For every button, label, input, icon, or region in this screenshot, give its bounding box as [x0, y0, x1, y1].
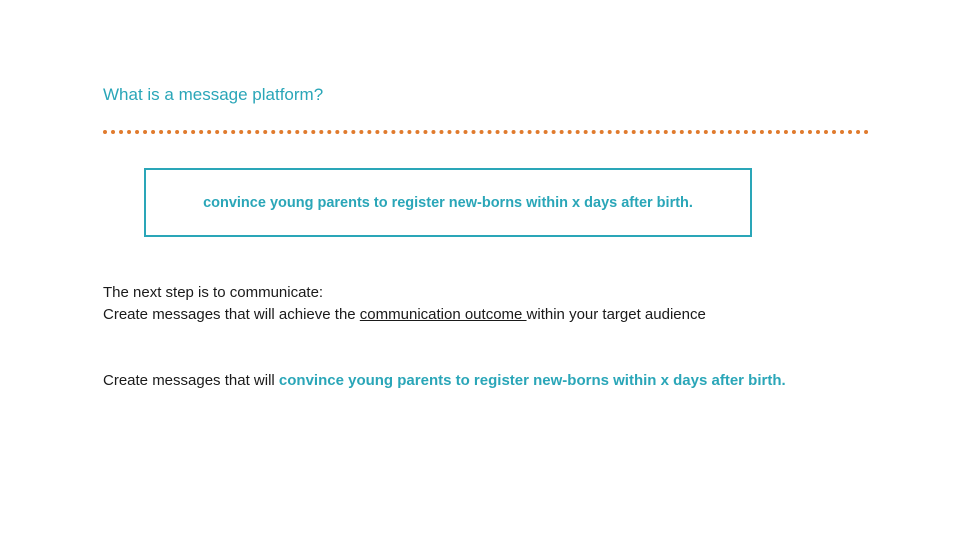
body-text — [103, 282, 706, 326]
final-highlight: convince young parents to register new-borns within x days after birth. — [278, 372, 786, 389]
communication-outcome-text: communication outcome — [359, 306, 527, 323]
body-line-2 — [103, 304, 706, 326]
body-line-2-prefix: Create messages that will achieve the — [103, 306, 360, 323]
body-line-1: The next step is to communicate: — [103, 284, 324, 301]
final-message-line — [103, 370, 786, 392]
dotted-divider — [103, 130, 869, 134]
body-line-2-suffix: within your target audience — [526, 306, 706, 323]
outcome-box-text: convince young parents to register new-borns within x days after birth. — [203, 194, 693, 211]
final-prefix: Create messages that will — [103, 372, 279, 389]
outcome-box — [144, 168, 752, 237]
slide-title: What is a message platform? — [103, 85, 324, 104]
